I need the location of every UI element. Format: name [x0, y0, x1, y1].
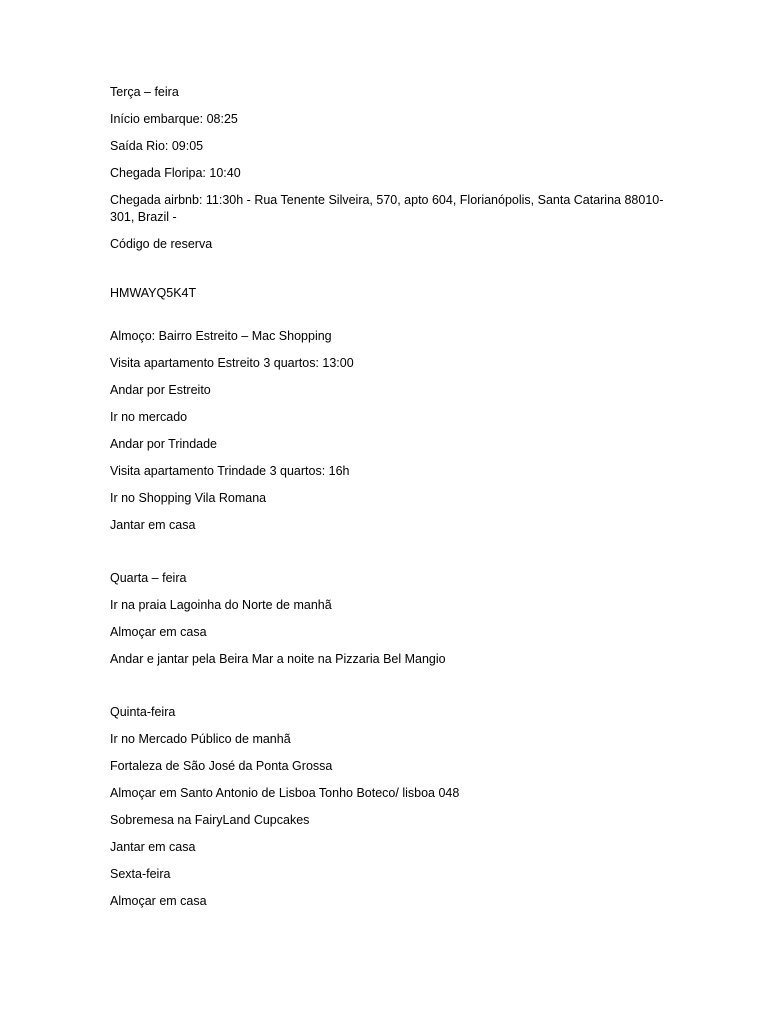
line-andar-trindade: Andar por Trindade: [110, 437, 218, 451]
line-saida-rio: Saída Rio: 09:05: [110, 139, 204, 153]
heading-quinta: Quinta-feira: [110, 705, 176, 719]
line-ir-mercado: Ir no mercado: [110, 410, 188, 424]
line-mercado-publico: Ir no Mercado Público de manhã: [110, 732, 291, 746]
line-fairyland: Sobremesa na FairyLand Cupcakes: [110, 813, 310, 827]
line-shopping-vila-romana: Ir no Shopping Vila Romana: [110, 491, 267, 505]
line-chegada-airbnb: Chegada airbnb: 11:30h - Rua Tenente Silveira, 570, apto 604, Florianópolis, Santa Catarina 88010-301, Brazil -: [110, 193, 664, 224]
heading-quarta: Quarta – feira: [110, 571, 187, 585]
line-praia-lagoinha: Ir na praia Lagoinha do Norte de manhã: [110, 598, 332, 612]
line-chegada-floripa: Chegada Floripa: 10:40: [110, 166, 241, 180]
line-visita-estreito: Visita apartamento Estreito 3 quartos: 13:00: [110, 356, 354, 370]
document-page: [110, 84, 670, 910]
line-reservation-code: HMWAYQ5K4T: [110, 286, 197, 300]
heading-terca: Terça – feira: [110, 85, 179, 99]
line-codigo-reserva: Código de reserva: [110, 237, 213, 251]
line-jantar-casa-1: Jantar em casa: [110, 518, 196, 532]
line-santo-antonio: Almoçar em Santo Antonio de Lisboa Tonho Boteco/ lisboa 048: [110, 786, 460, 800]
line-jantar-casa-2: Jantar em casa: [110, 840, 196, 854]
line-fortaleza: Fortaleza de São José da Ponta Grossa: [110, 759, 333, 773]
line-inicio-embarque: Início embarque: 08:25: [110, 112, 238, 126]
line-almocar-casa-2: Almoçar em casa: [110, 894, 207, 908]
line-almoco-estreito: Almoço: Bairro Estreito – Mac Shopping: [110, 329, 332, 343]
line-beira-mar: Andar e jantar pela Beira Mar a noite na Pizzaria Bel Mangio: [110, 652, 446, 666]
line-andar-estreito: Andar por Estreito: [110, 383, 211, 397]
heading-sexta: Sexta-feira: [110, 867, 171, 881]
line-almocar-casa-1: Almoçar em casa: [110, 625, 207, 639]
line-visita-trindade: Visita apartamento Trindade 3 quartos: 16h: [110, 464, 350, 478]
